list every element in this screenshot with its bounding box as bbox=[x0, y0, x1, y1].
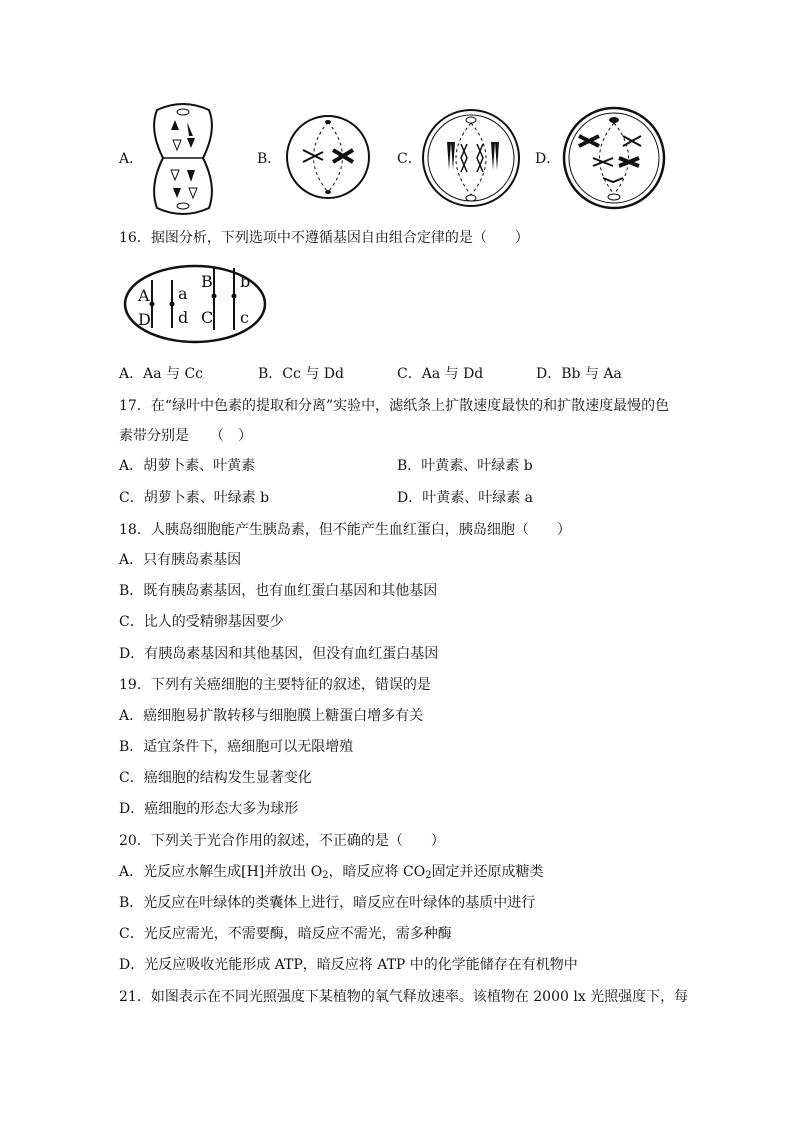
q19-option-a[interactable]: A．癌细胞易扩散转移与细胞膜上糖蛋白增多有关 bbox=[119, 708, 424, 724]
q16-stem: 16．据图分析，下列选项中不遵循基因自由组合定律的是（ ） bbox=[119, 230, 529, 246]
q18-option-a[interactable]: A．只有胰岛素基因 bbox=[119, 552, 242, 568]
q16-chromosome-diagram bbox=[122, 262, 270, 346]
gene-c: c bbox=[240, 308, 249, 327]
option-c-label[interactable]: C． bbox=[397, 151, 422, 167]
q16-option-c[interactable]: C．Aa 与 Dd bbox=[397, 366, 484, 382]
q17-option-d[interactable]: D．叶黄素、叶绿素 a bbox=[397, 490, 534, 506]
cell-c-diagram bbox=[421, 106, 521, 210]
gene-B: B bbox=[201, 272, 213, 291]
q17-stem-line1: 17．在“绿叶中色素的提取和分离”实验中，滤纸条上扩散速度最快的和扩散速度最慢的色 bbox=[119, 398, 670, 414]
q19-option-c[interactable]: C．癌细胞的结构发生显著变化 bbox=[119, 770, 312, 786]
option-b-label[interactable]: B． bbox=[257, 151, 282, 167]
q21-stem: 21．如图表示在不同光照强度下某植物的氧气释放速率。该植物在 2000 lx 光照强度下，每 bbox=[119, 989, 689, 1005]
q19-option-d[interactable]: D．癌细胞的形态大多为球形 bbox=[119, 801, 299, 817]
cell-a-diagram bbox=[145, 100, 221, 218]
q15-diagram-row bbox=[115, 96, 675, 220]
gene-A: A bbox=[138, 286, 150, 305]
q20-option-d[interactable]: D．光反应吸收光能形成 ATP，暗反应将 ATP 中的化学能储存在有机物中 bbox=[119, 957, 578, 973]
q20-option-b[interactable]: B．光反应在叶绿体的类囊体上进行，暗反应在叶绿体的基质中进行 bbox=[119, 895, 536, 911]
q19-option-b[interactable]: B．适宜条件下，癌细胞可以无限增殖 bbox=[119, 739, 354, 755]
cell-d-diagram bbox=[561, 106, 667, 210]
q18-option-d[interactable]: D．有胰岛素基因和其他基因，但没有血红蛋白基因 bbox=[119, 646, 439, 662]
o2-subscript: 2 bbox=[322, 870, 329, 881]
q20-stem: 20．下列关于光合作用的叙述，不正确的是（ ） bbox=[119, 833, 445, 849]
q20-option-a-text-2: ，暗反应将 CO bbox=[328, 864, 426, 880]
q20-option-a-text-3: 固定并还原成糖类 bbox=[431, 864, 544, 880]
q17-option-a[interactable]: A．胡萝卜素、叶黄素 bbox=[119, 458, 256, 474]
option-d-label[interactable]: D． bbox=[535, 151, 561, 167]
q20-option-a-text-1: A．光反应水解生成[H]并放出 O bbox=[119, 864, 323, 880]
q18-option-c[interactable]: C．比人的受精卵基因要少 bbox=[119, 614, 284, 630]
gene-D: D bbox=[138, 310, 151, 329]
q17-option-c[interactable]: C．胡萝卜素、叶绿素 b bbox=[119, 490, 270, 506]
q17-option-b[interactable]: B．叶黄素、叶绿素 b bbox=[397, 458, 533, 474]
q20-option-a[interactable] bbox=[119, 862, 544, 886]
q16-option-b[interactable]: B．Cc 与 Dd bbox=[258, 366, 344, 382]
q18-stem: 18．人胰岛细胞能产生胰岛素，但不能产生血红蛋白，胰岛细胞（ ） bbox=[119, 522, 571, 538]
q19-stem: 19．下列有关癌细胞的主要特征的叙述，错误的是 bbox=[119, 677, 431, 693]
q16-option-a[interactable]: A．Aa 与 Cc bbox=[119, 366, 204, 382]
q16-option-d[interactable]: D．Bb 与 Aa bbox=[536, 366, 622, 382]
q20-option-c[interactable]: C．光反应需光，不需要酶，暗反应不需光，需多种酶 bbox=[119, 926, 452, 942]
gene-C: C bbox=[201, 308, 214, 327]
cell-b-diagram bbox=[285, 114, 371, 200]
gene-b: b bbox=[240, 272, 251, 291]
option-a-label[interactable]: A． bbox=[119, 151, 144, 167]
gene-a: a bbox=[178, 284, 188, 303]
gene-d: d bbox=[178, 308, 189, 327]
q18-option-b[interactable]: B．既有胰岛素基因，也有血红蛋白基因和其他基因 bbox=[119, 583, 438, 599]
q17-stem-line2: 素带分别是 （ ） bbox=[119, 428, 252, 444]
co2-subscript: 2 bbox=[425, 870, 432, 881]
